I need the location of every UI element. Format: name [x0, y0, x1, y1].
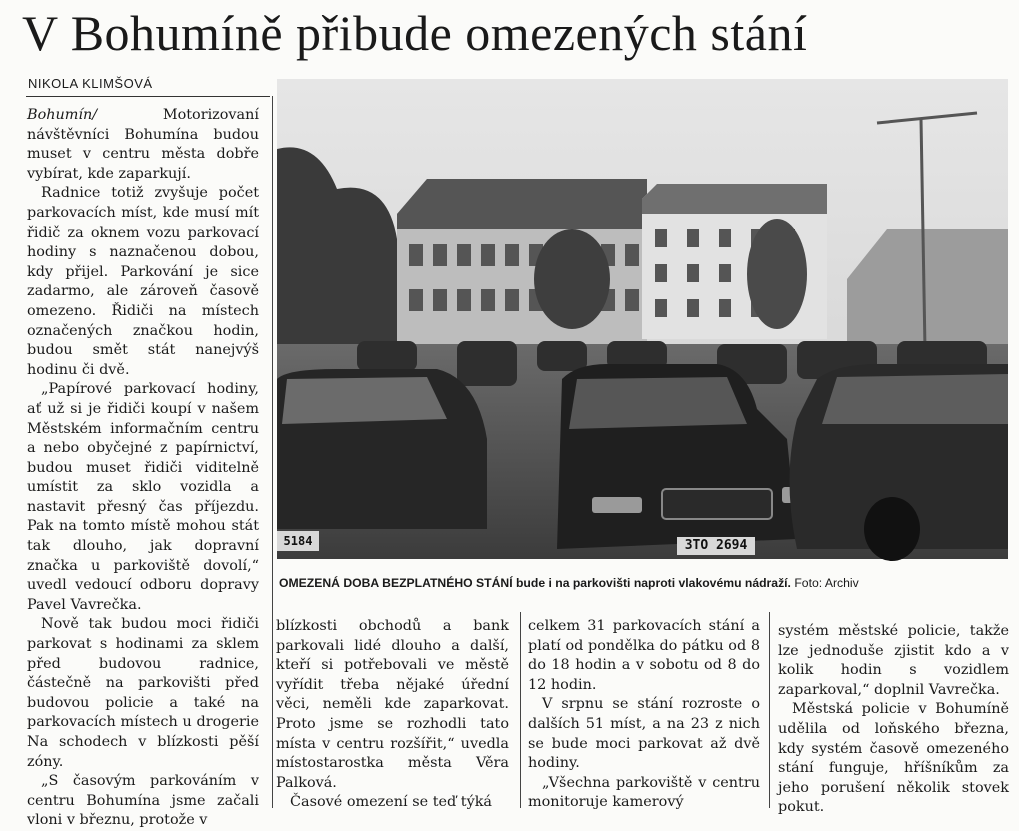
caption-text: bude i na parkovišti naproti vlakovému nádraží.	[512, 576, 791, 590]
paragraph: Časové omezení se teď týká	[290, 794, 493, 811]
article-column-2	[276, 617, 509, 811]
paragraph: Městská policie v Bohumíně udělila od loňského března, kdy systém časově omezeného stání funguje, hříšníkům za jeho porušení několik stovek pokut.	[778, 701, 1009, 816]
byline-rule	[26, 96, 270, 97]
caption-lead: OMEZENÁ DOBA BEZPLATNÉHO STÁNÍ	[279, 576, 513, 590]
paragraph: „Papírové parkovací hodiny, ať už si je řidiči koupí v našem Městském informačním centru a nebo obyčejné z papírnictví, budou muset řidiči viditelně umístit za sklo vozidla a nastavit přesný čas příjezdu. Pak na tomto místě mohou stát tak dlouho, jak dopravní značka u parkoviště dovolí,“ uvedl vedoucí odboru dopravy Pavel Vavrečka.	[27, 381, 259, 613]
license-plate: 3TO 2694	[684, 538, 748, 553]
column-divider	[520, 612, 521, 808]
paragraph: Bohumín/ Motorizovaní návštěvníci Bohumína budou muset v centru města dobře vybírat, kde zaparkují.	[27, 107, 259, 182]
column-divider	[769, 612, 770, 808]
paragraph: systém městské policie, takže lze jednoduše zjistit kdo a v kolik hodin s vozidlem zaparkoval,“ doplnil Vavrečka.	[778, 623, 1009, 698]
paragraph: „S časovým parkováním v centru Bohumína jsme začali vloni v březnu, protože v	[27, 773, 259, 829]
article-column-3	[528, 617, 760, 811]
dateline-place: Bohumín/	[27, 107, 98, 123]
paragraph: Radnice totiž zvyšuje počet parkovacích míst, kde musí mít řidič za oknem vozu parkovací hodiny s naznačenou dobou, kdy přijel. Parkování je sice zadarmo, ale zároveň časově omezeno. Řidiči na místech označených značkou hodin, budou smět stát nanejvýš hodinu či dvě.	[27, 185, 259, 378]
paragraph: V srpnu se stání rozroste o dalších 51 míst, a na 23 z nich se bude moci parkovat až dvě hodiny.	[528, 696, 760, 772]
paragraph: blízkosti obchodů a bank parkovali lidé dlouho a další, kteří si potřebovali ve městě vyřídit třeba nějaké úřední věci, neměli kde zaparkovat. Proto jsme se rozhodli tato místa v centru rozšířit,“ uvedla místostarostka města Věra Palková.	[276, 618, 509, 791]
paragraph: Nově tak budou moci řidiči parkovat s hodinami za sklem před budovou radnice, částečně na parkovišti před budovou policie a také na parkovacích místech u drogerie Na schodech v blízkosti pěší zóny.	[27, 616, 259, 770]
headline: V Bohumíně přibude omezených stání	[22, 5, 808, 61]
paragraph: „Všechna parkoviště v centru monitoruje kamerový	[528, 774, 760, 811]
photo-credit: Foto: Archiv	[794, 576, 859, 590]
column-divider	[272, 96, 273, 808]
parking-lot-photo	[277, 79, 1008, 559]
author-byline: NIKOLA KLIMŠOVÁ	[28, 76, 153, 91]
photo-caption	[279, 576, 1009, 590]
article-column-4	[778, 622, 1009, 816]
license-plate: 5184	[283, 534, 313, 548]
paragraph: celkem 31 parkovacích stání a platí od pondělka do pátku od 8 do 18 hodin a v sobotu od 8 do 12 hodin.	[528, 618, 760, 693]
article-column-1	[27, 106, 259, 829]
